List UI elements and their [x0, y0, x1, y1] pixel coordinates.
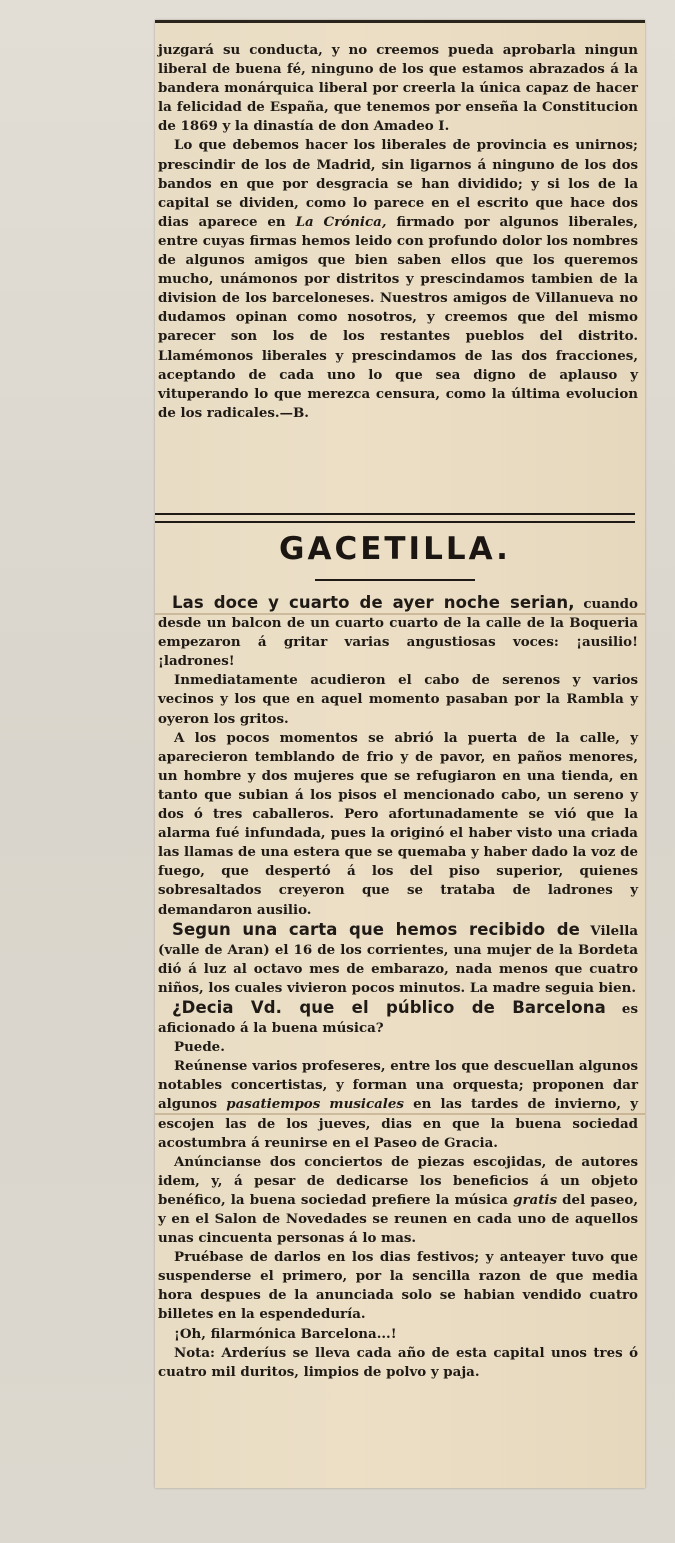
item-headline: Segun una carta que hemos recibido de: [172, 919, 580, 939]
paragraph: ¡Oh, filarmónica Barcelona...!: [174, 1325, 397, 1342]
paragraph: [158, 136, 638, 422]
paragraph: Reúnense varios profeseres, entre los que descuellan algunos notables concertistas, y forman una orquesta; proponen dar algunos pasatiempos musicales en las tardes de invierno, y escojen las de los jueves, dias en que la buena sociedad acostumbra á reunirse en el Paseo de Gracia.: [158, 1058, 639, 1151]
paragraph-text: juzgará su conducta, y no creemos pueda aprobarla ningun liberal de buena fé, ninguno de los que estamos abrazados á la bandera monárquica liberal por creerla la única capaz de hacer la felicidad de España, que tenemos por enseña la Constitucion de 1869 y la dinastía de don Amadeo I.: [158, 42, 638, 135]
paragraph-text: Lo que debemos hacer los liberales de provincia es unirnos; prescindir de los de Madrid, sin ligarnos á ninguno de los dos bandos en que por desgracia se han dividido; y si los de la capital se dividen, como lo parece en el escrito que hace dos dias aparece en: [158, 137, 638, 230]
item-body: Vilella (valle de Aran) el 16 de los corrientes, una mujer de la Bordeta dió á luz al octavo mes de embarazo, nada menos que cuatro niños, los cuales vivieron pocos minutos. La madre seguia bien.: [158, 922, 638, 996]
news-item: [158, 998, 638, 1038]
paragraph: Anúncianse dos conciertos de piezas escojidas, de autores idem, y, á pesar de dedicarse los beneficios á un objeto benéfico, la buena sociedad prefiere la música gratis del paseo, y en el Salon de Novedades se reunen en cada uno de aquellos unas cincuenta personas á lo mas.: [158, 1153, 639, 1247]
title-underline: [315, 579, 475, 581]
newspaper-name: La Crónica,: [295, 213, 387, 230]
item-body: es aficionado á la buena música?: [158, 1000, 638, 1037]
section-title: GACETILLA.: [279, 531, 511, 567]
paragraph: Puede.: [174, 1039, 225, 1056]
gacetilla-content: [158, 593, 638, 1382]
italic-phrase: pasatiempos musicales: [226, 1096, 404, 1113]
paragraph: Pruébase de darlos en los dias festivos; y anteayer tuvo que suspenderse el primero, por la sencilla razon de que media hora despues de la anunciada solo se habian vendido cuatro billetes en la espendeduría.: [158, 1249, 638, 1323]
item-headline: Las doce y cuarto de ayer noche serian,: [172, 593, 575, 612]
item-headline: ¿Decia Vd. que el público de Barcelona: [172, 997, 606, 1017]
item-body: cuando desde un balcon de un cuarto cuarto de la calle de la Boqueria empezaron á gritar varias angustiosas voces: ¡ausilio! ¡ladrones!: [158, 596, 638, 670]
newspaper-clipping: [155, 20, 645, 1488]
paragraph-text: firmado por algunos liberales, entre cuyas firmas hemos leido con profundo dolor los nombres de algunos amigos que bien saben ellos que los queremos mucho, unámonos por distritos y prescindamos tambien de la division de los barceloneses. Nuestros amigos de Villanueva no dudamos opinan como nosotros, y creemos que del mismo parecer son los de los restantes pueblos del distrito. Llamémonos liberales y prescindamos de las dos fracciones, aceptando de cada uno lo que sea digno de aplauso y vituperando lo que merezca censura, como la última evolucion de los radicales.—B.: [158, 213, 639, 421]
paragraph: Inmediatamente acudieron el cabo de serenos y varios vecinos y los que en aquel momento pasaban por la Rambla y oyeron los gritos.: [158, 672, 638, 727]
news-item: [158, 920, 638, 998]
section-divider: [155, 513, 635, 523]
paragraph: A los pocos momentos se abrió la puerta de la calle, y aparecieron temblando de frio y de pavor, en paños menores, un hombre y dos mujeres que se refugiaron en una tienda, en tanto que subian á los pisos el mencionado cabo, un sereno y dos ó tres caballeros. Pero afortunadamente se vió que la alarma fué infundada, pues la originó el haber visto una criada las llamas de una estera que se quemaba y haber dado la voz de fuego, que despertó á los del piso superior, quienes sobresaltados creyeron que se trataba de ladrones y demandaron ausilio.: [158, 729, 638, 918]
italic-phrase: gratis: [513, 1191, 558, 1208]
paragraph: [158, 41, 638, 136]
paragraph: Nota: Arderíus se lleva cada año de esta capital unos tres ó cuatro mil duritos, limpios de polvo y paja.: [158, 1344, 638, 1380]
article-continuation: [158, 41, 638, 423]
news-item: [158, 593, 638, 671]
